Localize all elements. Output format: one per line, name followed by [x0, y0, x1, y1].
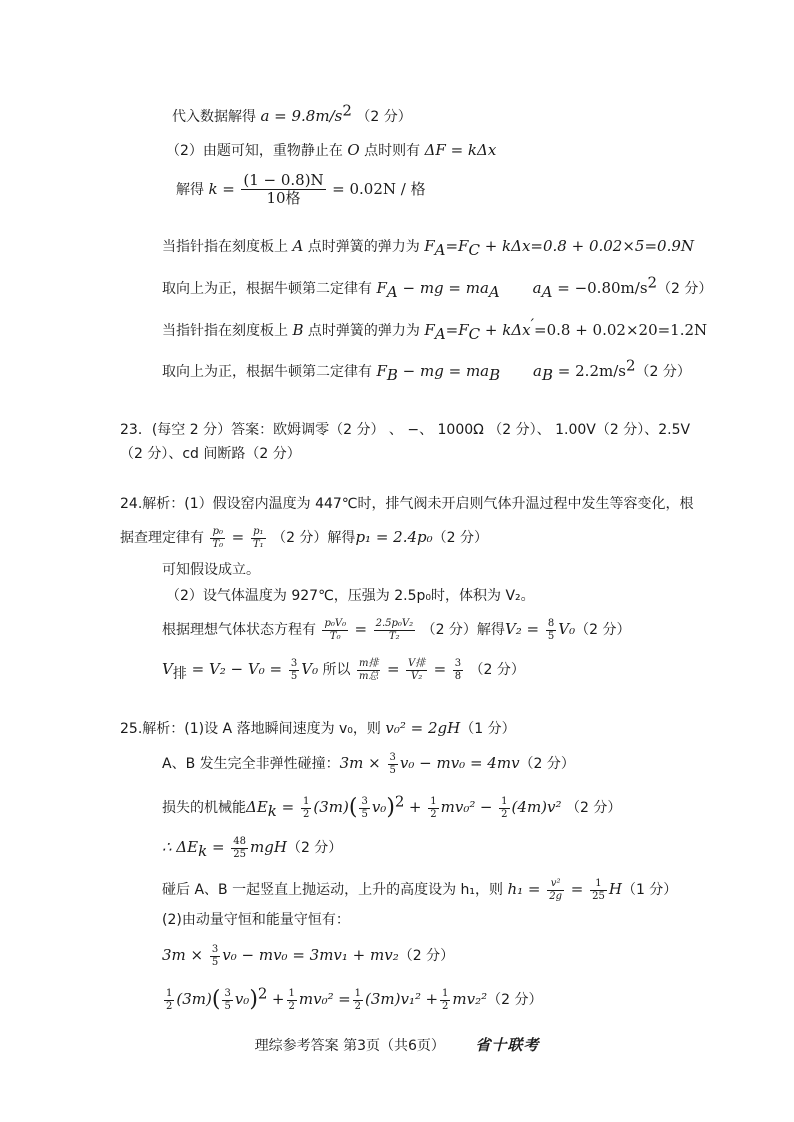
fraction: $\frac{1}{2}$ — [303, 796, 310, 820]
q25-line4: ∴ $\Delta E_k$ = $\frac{48}{25}$ mgH（2 分） — [162, 836, 343, 860]
footer-text: 理综参考答案 第3页（共6页） — [254, 1038, 445, 1054]
fraction: $\frac{3}{8}$ — [454, 658, 462, 682]
answer-line-newton-a: 取向上为正，根据牛顿第二定律有 $F_A$ − mg = $ma_A$ $a_A = -0.80m/s^2(2$ 分） — [162, 273, 713, 301]
fraction: $\frac{1}{2}$ — [288, 988, 295, 1012]
q24-line3: 可知假设成立。 — [162, 562, 260, 578]
fraction: $\frac{1}{2}$ — [430, 796, 437, 820]
fraction: $\frac{3}{5}$ — [224, 988, 231, 1012]
answer-line-accel: 代入数据解得 $a = 9.8m/s^2$ （2 分） — [172, 101, 412, 125]
q25-line3: 损失的机械能$\Delta E_k$ = $\frac{1}{2}$ (3m)( $\frac{3}{5}$ v₀)$^2$ + $\frac{1}{2}$ mv₀² − $\frac{1}{2}$ (4m)v² （2 分） — [162, 792, 622, 820]
q24-line5: 根据理想气体状态方程有 $\frac{\text{p₀V₀}}{\text{T₀}}$ = $\frac{\text{2.5p₀V₂}}{\text{T₂}}$ （2 分）解得V₂ = $\frac{8}{5}$ V₀（2 分） — [162, 618, 631, 642]
fraction: $\frac{1}{2}$ — [354, 988, 362, 1012]
fraction: $\frac{3}{5}$ — [361, 796, 368, 820]
answer-line-k: 解得 k = $\frac{(1 - 0.8)N}{\text{10格}}$ = 0.02N / 格 — [176, 171, 426, 208]
q25-line7: 3m × $\frac{3}{5}$ v₀ − mv₀ = 3mv₁ + mv₂（2 分） — [162, 944, 455, 968]
fraction: $\frac{\text{m排}}{\text{m总}}$ — [359, 658, 379, 682]
q23-answer-line2: （2 分）、cd 间断路（2 分） — [120, 446, 301, 462]
q25-line2: A、B 发生完全非弹性碰撞：3m × $\frac{3}{5}$ v₀ − mv₀ = 4mv（2 分） — [162, 752, 575, 776]
page-footer — [0, 1034, 794, 1055]
fraction: $\frac{3}{5}$ — [211, 944, 219, 968]
q25-line1: 25.解析：(1)设 A 落地瞬间速度为 v₀，则 v₀² = 2gH（1 分） — [120, 719, 516, 737]
fraction: $\frac{\text{p₁}}{\text{T₁}}$ — [252, 526, 264, 550]
k-fraction: $\frac{(1 - 0.8)N}{\text{10格}}$ — [243, 171, 324, 208]
answer-line-force-a: 当指针指在刻度板上 A 点时弹簧的弹力为 $F_A=F_C + k\Delta x=0.8 + 0.02\times 5=0.9N$ — [162, 237, 695, 259]
q24-line2: 据查理定律有 $\frac{\text{p₀}}{\text{T₀}}$ = $\frac{\text{p₁}}{\text{T₁}}$ （2 分）解得p₁ = 2.4p₀（2 分） — [120, 526, 488, 550]
fraction: $\frac{\text{p₀}}{\text{T₀}}$ — [212, 526, 224, 550]
q24-line1: 24.解析：(1）假设窑内温度为 447℃时，排气阀未开启则气体升温过程中发生等容变化，根 — [120, 496, 694, 512]
q24-line4: （2）设气体温度为 927℃，压强为 2.5p₀时，体积为 V₂。 — [166, 588, 535, 604]
fraction: $\frac{\text{p₀V₀}}{\text{T₀}}$ — [324, 618, 347, 642]
q23-answer-line1: 23．(每空 2 分）答案：欧姆调零（2 分） 、 −、 1000Ω （2 分）、 1.00V（2 分）、2.5V — [120, 422, 691, 438]
answer-line-newton-b: 取向上为正，根据牛顿第二定律有 $F_B$ − mg = $ma_B$ $a_B = 2.2m/s^2(2$ 分） — [162, 356, 691, 384]
q25-line5: 碰后 A、B 一起竖直上抛运动，上升的高度设为 h₁，则 h₁ = $\frac{\text{v²}}{2g}$ = $\frac{1}{25}$ H（1 分） — [162, 878, 678, 902]
footer-seal: 省十联考 — [475, 1036, 540, 1054]
q25-line6: (2)由动量守恒和能量守恒有： — [162, 912, 350, 928]
fraction: $\frac{\text{v²}}{2g}$ — [549, 878, 563, 902]
q25-line8: $\frac{1}{2}$ (3m)( $\frac{3}{5}$ v₀)$^2$ + $\frac{1}{2}$ mv₀² = $\frac{1}{2}$ (3m)v₁² + $\frac{1}{2}$ mv₂²（2 分） — [166, 984, 543, 1012]
q24-line6: $V_排 = V_2 - V_0$ = $\frac{3}{5}$ V₀ 所以 $\frac{\text{m排}}{\text{m总}}$ = $\frac{\text{V排}}{\text{V₂}}$ = $\frac{3}{8}$ （2 分） — [162, 658, 525, 682]
fraction: $\frac{3}{5}$ — [290, 658, 298, 682]
fraction: $\frac{1}{25}$ — [592, 878, 605, 902]
answer-line-force-b: 当指针指在刻度板上 B 点时弹簧的弹力为 $F_A=F_C + k\Delta x'=0.8 + 0.02\times 20=1.2N$ — [162, 315, 708, 343]
fraction: $\frac{1}{2}$ — [501, 796, 508, 820]
fraction: $\frac{3}{5}$ — [389, 752, 396, 776]
fraction: $\frac{1}{2}$ — [442, 988, 449, 1012]
fraction: $\frac{48}{25}$ — [233, 836, 247, 860]
fraction: $\frac{8}{5}$ — [547, 618, 555, 642]
answer-line-part2: （2）由题可知，重物静止在 O 点时则有 ΔF = kΔx — [166, 141, 497, 159]
fraction: $\frac{\text{V排}}{\text{V₂}}$ — [407, 658, 426, 682]
fraction: $\frac{1}{2}$ — [166, 988, 173, 1012]
fraction: $\frac{\text{2.5p₀V₂}}{\text{T₂}}$ — [375, 618, 414, 642]
